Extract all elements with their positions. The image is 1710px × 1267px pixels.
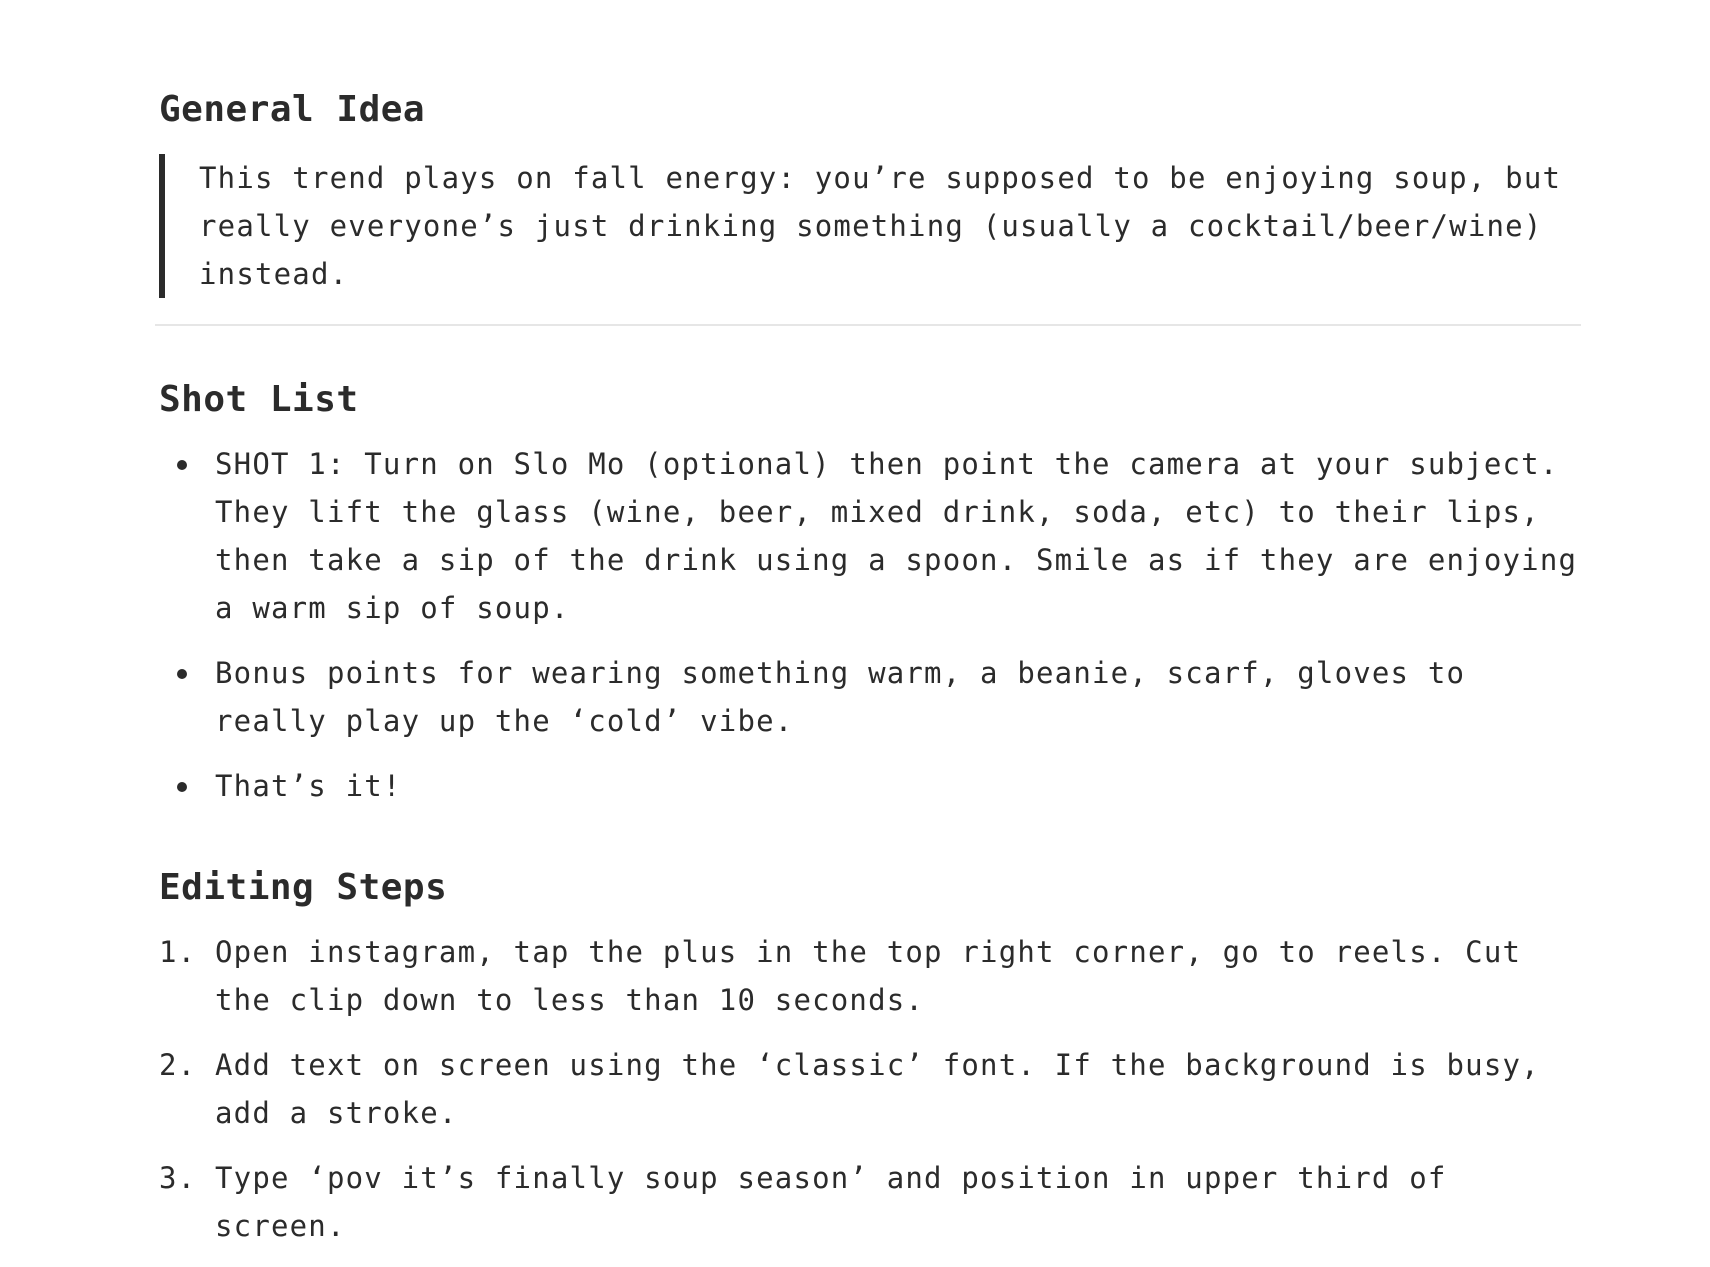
list-item: [215, 762, 1579, 810]
shot-list: [159, 440, 1579, 810]
shot-list-heading: Shot List: [159, 379, 359, 420]
editing-steps-list: [159, 928, 1579, 1250]
section-divider: [155, 324, 1581, 326]
list-item: [215, 649, 1579, 745]
list-item-text: Bonus points for wearing something warm, a beanie, scarf, gloves to really play up the ‘cold’ vibe.: [215, 656, 1466, 738]
list-item: [159, 928, 1579, 1024]
list-item-text: That’s it!: [215, 769, 402, 803]
editing-steps-heading: Editing Steps: [159, 867, 448, 908]
bullet-icon: [177, 782, 187, 792]
general-idea-heading: General Idea: [159, 89, 426, 130]
step-text: Type ‘pov it’s finally soup season’ and position in upper third of screen.: [215, 1161, 1447, 1243]
list-item-text: SHOT 1: Turn on Slo Mo (optional) then point the camera at your subject. They lift the glass (wine, beer, mixed drink, soda, etc) to their lips, then take a sip of the drink using a spoon. Smile as if they are enjoying a warm sip of soup.: [215, 447, 1578, 625]
list-item: [159, 1041, 1579, 1137]
step-number: 1.: [159, 935, 197, 969]
bullet-icon: [177, 460, 187, 470]
document-page: [159, 82, 1579, 1267]
bullet-icon: [177, 669, 187, 679]
general-idea-quote: This trend plays on fall energy: you’re supposed to be enjoying soup, but really everyone’s just drinking something (usually a cocktail/beer/wine) instead.: [159, 154, 1579, 298]
step-text: Add text on screen using the ‘classic’ font. If the background is busy, add a stroke.: [215, 1048, 1540, 1130]
step-number: 3.: [159, 1161, 197, 1195]
step-number: 2.: [159, 1048, 197, 1082]
step-text: Open instagram, tap the plus in the top right corner, go to reels. Cut the clip down to less than 10 seconds.: [215, 935, 1522, 1017]
list-item: [159, 1154, 1579, 1250]
list-item: [215, 440, 1579, 632]
